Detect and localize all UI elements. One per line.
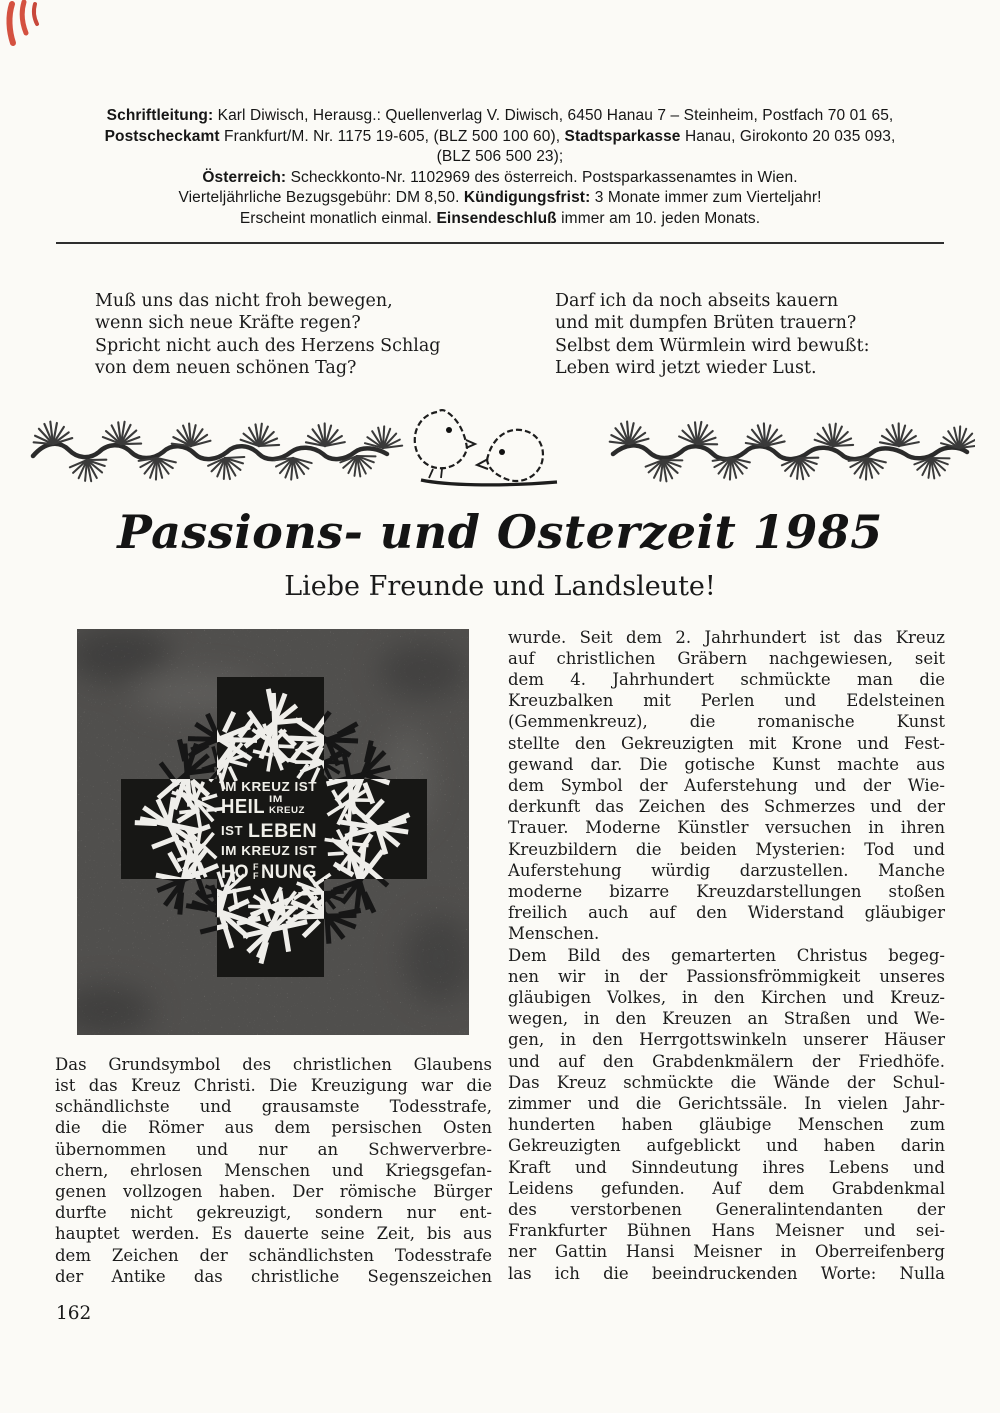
masthead-line	[58, 106, 942, 127]
svg-text:IM KREUZ IST: IM KREUZ IST	[221, 778, 317, 794]
body-line: Gekreuzigten aufgeblickt und haben darin	[508, 1136, 945, 1156]
willow-branch-chicks-divider	[25, 394, 975, 494]
masthead-bold-label: Stadtsparkasse	[564, 127, 681, 145]
body-line: Kreuzbildern die beiden Mysterien: Tod und	[508, 839, 945, 859]
body-line: chern, ehrlosen Menschen und Kriegsgefan-	[55, 1160, 492, 1180]
masthead-line	[58, 209, 942, 230]
left-column-text	[55, 1054, 492, 1287]
body-line: Trauer. Moderne Künstler versuchen in ihren	[508, 818, 945, 838]
body-line: Leidens gefunden. Auf dem Grabdenkmal	[508, 1178, 945, 1198]
svg-text:IM KREUZ IST: IM KREUZ IST	[221, 843, 317, 858]
body-line: nen wir in der Passionsfrömmigkeit unseres	[508, 966, 945, 986]
body-line: gewand dar. Die gotische Kunst machte aus	[508, 754, 945, 774]
masthead-text: 3 Monate immer zum Vierteljahr!	[590, 189, 822, 207]
body-line: Auferstehung würdig darzustellen. Manche	[508, 860, 945, 880]
chicks-illustration	[415, 410, 557, 485]
body-line: dem 4. Jahrhundert schmückte man die	[508, 669, 945, 689]
svg-text:IM: IM	[269, 793, 283, 805]
body-line: die die Römer aus dem persischen Osten	[55, 1118, 492, 1138]
body-line: zimmer und die Gerichtssäle. In vielen Jahr-	[508, 1094, 945, 1113]
poem-left-stanza	[95, 290, 515, 380]
body-line: Menschen.	[508, 924, 600, 944]
body-line: übernommen und nur an Schwerverbre-	[55, 1139, 492, 1159]
right-column	[508, 627, 945, 1287]
cross-woodcut-image	[77, 629, 469, 1035]
masthead-divider-rule	[56, 242, 944, 244]
body-line: wegen, in den Kreuzen an Straßen und We-	[508, 1009, 945, 1029]
body-line: Frankfurter Bühnen Hans Meisner und sei-	[508, 1221, 945, 1241]
page-number: 162	[56, 1302, 92, 1324]
masthead-line	[58, 127, 942, 148]
svg-text:HEIL: HEIL	[221, 795, 265, 818]
body-line: (Gemmenkreuz), die romanische Kunst	[508, 712, 945, 732]
chick-left-icon	[415, 410, 467, 468]
body-line: Das Kreuz schmückte die Wände der Schul-	[508, 1072, 945, 1092]
poem-line: und mit dumpfen Brüten trauern?	[555, 313, 857, 334]
red-pen-marks	[2, 0, 48, 56]
masthead-text: Scheckkonto-Nr. 1102969 des österreich. Postsparkassenamtes in Wien.	[286, 168, 798, 186]
article-title: Passions- und Osterzeit 1985	[117, 504, 883, 559]
masthead-line	[58, 188, 942, 209]
svg-text:IST: IST	[221, 822, 243, 838]
body-line: derkunft das Zeichen des Schmerzes und der	[508, 797, 945, 817]
body-line: gläubigen Volkes, in den Kirchen und Kreuz-	[508, 987, 945, 1007]
svg-text:F: F	[253, 870, 259, 881]
body-line: dem Zeichen der schändlichsten Todesstrafe	[55, 1245, 492, 1265]
masthead-text: Frankfurt/M. Nr. 1175 19-605, (BLZ 500 100 60),	[219, 127, 565, 145]
body-line: durfte nicht gekreuzigt, sondern nur ent-	[55, 1203, 492, 1223]
body-line: und auf den Grabdenkmälern der Friedhöfe.	[508, 1051, 945, 1071]
body-line: Kreuzbalken mit Perlen und Edelsteinen	[508, 691, 945, 711]
body-line: auf christlichen Gräbern nachgewiesen, seit	[508, 648, 945, 668]
masthead-bold-label: Schriftleitung:	[106, 107, 214, 124]
body-line: freilich auch auf den Widerstand gläubiger	[508, 903, 945, 923]
svg-text:KREUZ: KREUZ	[269, 804, 305, 816]
masthead-line	[58, 168, 942, 189]
masthead-bold-label: Postscheckamt	[104, 127, 220, 145]
poem-right-stanza	[555, 290, 869, 380]
masthead-bold-label: Kündigungsfrist:	[463, 189, 591, 207]
masthead	[58, 106, 942, 230]
masthead-line	[58, 147, 942, 168]
masthead-text: immer am 10. jeden Monats.	[556, 209, 761, 227]
body-line: der Antike das christliche Segenszeichen	[55, 1266, 492, 1286]
body-line: Dem Bild des gemarterten Christus begeg-	[508, 945, 945, 965]
body-line: dem Symbol der Auferstehung und der Wie-	[508, 775, 945, 795]
poem-line: von dem neuen schönen Tag?	[95, 358, 357, 379]
poem-line: Spricht nicht auch des Herzens Schlag	[95, 335, 441, 356]
poem	[55, 290, 945, 380]
body-line: schändlichste und grausamste Todesstrafe,	[55, 1097, 492, 1117]
body-line: hunderten haben gläubige Menschen zum	[508, 1115, 945, 1135]
masthead-bold-label: Österreich:	[202, 168, 287, 186]
body-line: las ich die beeindruckenden Worte: Nulla	[508, 1263, 945, 1283]
body-line: hauptet werden. Es dauerte seine Zeit, bis aus	[55, 1224, 492, 1244]
body-line: moderne bizarre Kreuzdarstellungen stoßen	[508, 881, 945, 901]
article-subtitle: Liebe Freunde und Landsleute!	[284, 571, 716, 603]
right-branch	[607, 419, 975, 483]
left-column	[55, 627, 492, 1287]
body-line: Das Grundsymbol des christlichen Glaubens	[55, 1054, 492, 1074]
chick-right-icon	[487, 430, 543, 481]
body-line: stellte den Gekreuzigten mit Krone und Fest-	[508, 733, 945, 753]
masthead-text: Vierteljährliche Bezugsgebühr: DM 8,50.	[178, 189, 464, 207]
masthead-text: Hanau, Girokonto 20 035 093,	[680, 127, 896, 145]
poem-line: Selbst dem Würmlein wird bewußt:	[555, 335, 870, 356]
svg-text:F: F	[253, 861, 259, 872]
body-line: ner Gattin Hansi Meisner in Oberreifenberg	[508, 1242, 945, 1262]
svg-text:NUNG: NUNG	[261, 861, 317, 883]
body-line: Kraft und Sinndeutung ihres Lebens und	[508, 1157, 945, 1177]
poem-line: Leben wird jetzt wieder Lust.	[555, 358, 817, 379]
body-line: des verstorbenen Generalintendanten der	[508, 1200, 945, 1220]
body-line: gen, in den Herrgottswinkeln unserer Häuser	[508, 1030, 945, 1050]
body-line: genen vollzogen haben. Der römische Bürger	[55, 1181, 492, 1201]
body-line: wurde. Seit dem 2. Jahrhundert ist das Kreuz	[508, 627, 945, 647]
poem-line: Darf ich da noch abseits kauern	[555, 290, 839, 311]
masthead-text: Erscheint monatlich einmal.	[239, 209, 437, 227]
poem-line: Muß uns das nicht froh bewegen,	[95, 290, 393, 311]
masthead-text: Karl Diwisch, Herausg.: Quellenverlag V. Diwisch, 6450 Hanau 7 – Steinheim, Postfach 70 01 65,	[213, 107, 894, 124]
masthead-text: (BLZ 506 500 23);	[436, 148, 564, 166]
body-line: ist das Kreuz Christi. Die Kreuzigung war die	[55, 1075, 492, 1095]
svg-text:LEBEN: LEBEN	[248, 820, 317, 842]
svg-text:HO: HO	[221, 861, 249, 883]
poem-line: wenn sich neue Kräfte regen?	[95, 313, 361, 334]
article-body	[55, 627, 945, 1287]
masthead-bold-label: Einsendeschluß	[436, 209, 557, 227]
left-branch	[31, 418, 403, 484]
